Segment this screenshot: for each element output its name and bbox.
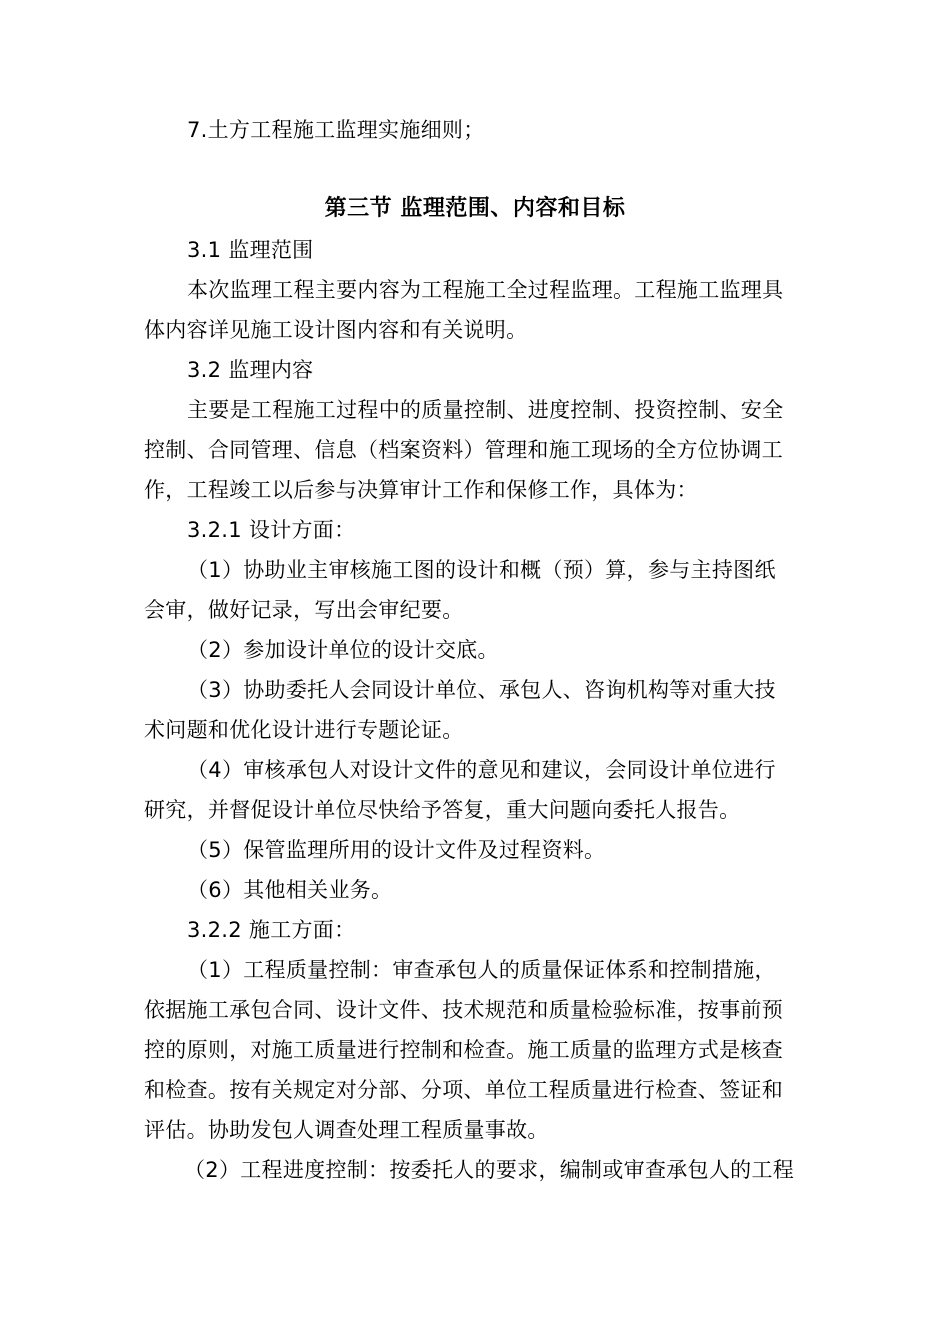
paragraph-line: 作，工程竣工以后参与决算审计工作和保修工作，具体为：: [144, 478, 698, 502]
paragraph-line: 依据施工承包合同、设计文件、技术规范和质量检验标准，按事前预: [144, 998, 783, 1022]
paragraph-line: （5）保管监理所用的设计文件及过程资料。: [187, 838, 606, 862]
subsection-3-2-2-title: 3.2.2 施工方面：: [187, 918, 356, 942]
list-item-7: 7.土方工程施工监理实施细则；: [187, 118, 485, 142]
paragraph-line: 研究，并督促设计单位尽快给予答复，重大问题向委托人报告。: [144, 798, 741, 822]
subsection-3-2-1-title: 3.2.1 设计方面：: [187, 518, 356, 542]
section-heading: 第三节 监理范围、内容和目标: [324, 196, 626, 221]
paragraph-line: （2）工程进度控制：按委托人的要求，编制或审查承包人的工程: [184, 1158, 795, 1182]
paragraph-line: （2）参加设计单位的设计交底。: [187, 638, 499, 662]
paragraph-line: （6）其他相关业务。: [187, 878, 393, 902]
paragraph-line: 控的原则，对施工质量进行控制和检查。施工质量的监理方式是核查: [144, 1038, 783, 1062]
paragraph-line: 和检查。按有关规定对分部、分项、单位工程质量进行检查、签证和: [144, 1078, 783, 1102]
paragraph-line: 主要是工程施工过程中的质量控制、进度控制、投资控制、安全: [187, 398, 784, 422]
paragraph-line: （1）工程质量控制：审查承包人的质量保证体系和控制措施，: [187, 958, 776, 982]
paragraph-line: 体内容详见施工设计图内容和有关说明。: [144, 318, 528, 342]
paragraph-line: 会审，做好记录，写出会审纪要。: [144, 598, 464, 622]
paragraph-line: （3）协助委托人会同设计单位、承包人、咨询机构等对重大技: [187, 678, 776, 702]
paragraph-line: 本次监理工程主要内容为工程施工全过程监理。工程施工监理具: [187, 278, 784, 302]
paragraph-line: 控制、合同管理、信息（档案资料）管理和施工现场的全方位协调工: [144, 438, 783, 462]
subsection-3-2-title: 3.2 监理内容: [187, 358, 314, 382]
subsection-3-1-title: 3.1 监理范围: [187, 238, 314, 262]
paragraph-line: （4）审核承包人对设计文件的意见和建议，会同设计单位进行: [187, 758, 776, 782]
paragraph-line: 评估。协助发包人调查处理工程质量事故。: [144, 1118, 549, 1142]
paragraph-line: （1）协助业主审核施工图的设计和概（预）算，参与主持图纸: [187, 558, 776, 582]
paragraph-line: 术问题和优化设计进行专题论证。: [144, 718, 464, 742]
